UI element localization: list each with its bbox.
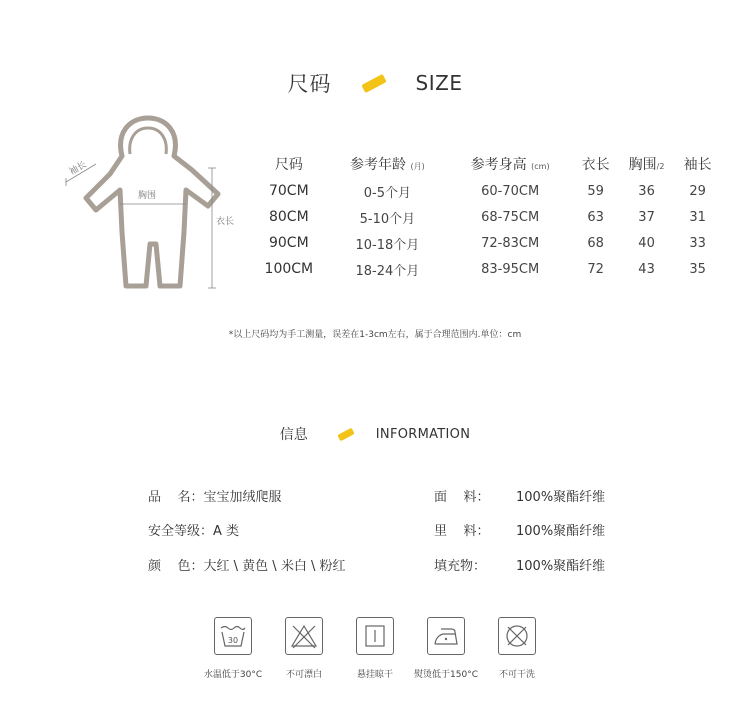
care-label: 水温低于30°C (203, 670, 263, 680)
cell-length: 68 (587, 235, 604, 251)
cell-sleeve: 31 (689, 209, 706, 225)
romper-outline (86, 118, 218, 286)
cell-chest: 40 (638, 235, 655, 251)
info-section-title (0, 424, 750, 444)
cell-height: 60-70CM (481, 183, 540, 199)
cell-length: 72 (587, 261, 604, 277)
table-row (250, 204, 720, 230)
cell-length: 63 (587, 209, 604, 225)
cell-chest: 43 (638, 261, 655, 277)
header-height: 参考身高 (cm) (470, 157, 550, 173)
care-label: 不可漂白 (285, 670, 322, 680)
size-table (250, 150, 720, 282)
table-row (250, 230, 720, 256)
no-bleach-icon (285, 617, 323, 655)
care-label: 悬挂晾干 (356, 670, 393, 680)
care-label: 不可干洗 (498, 670, 535, 680)
cell-age: 10-18个月 (355, 237, 420, 253)
cell-age: 0-5个月 (363, 185, 411, 201)
table-row (250, 256, 720, 282)
info-safety: 安全等级：A 类 (148, 524, 240, 539)
care-item-dryclean (477, 617, 557, 680)
cell-size: 90CM (268, 235, 309, 251)
cell-age: 18-24个月 (355, 263, 420, 279)
cell-size: 80CM (268, 209, 309, 225)
cell-height: 72-83CM (481, 235, 540, 251)
info-title-en: INFORMATION (375, 426, 471, 442)
sleeve-label: 袖长 (67, 159, 89, 178)
header-size: 尺码 (274, 157, 303, 173)
chest-label: 胸围 (138, 191, 157, 201)
header-sleeve: 袖长 (683, 157, 712, 173)
measurement-note: *以上尺码均为手工测量，误差在1-3cm左右，属于合理范围内.单位：cm (228, 330, 522, 340)
cell-sleeve: 35 (689, 261, 706, 277)
info-name: 品 名：宝宝加绒爬服 (148, 490, 282, 505)
care-label: 熨烫低于150°C (414, 670, 478, 680)
no-dry-clean-icon (498, 617, 536, 655)
info-title-zh: 信息 (279, 427, 308, 443)
hang-dry-icon (356, 617, 394, 655)
info-lining: 里 料： 100%聚酯纤维 (434, 524, 606, 539)
cell-chest: 37 (638, 209, 655, 225)
care-item-bleach (264, 617, 344, 680)
cell-height: 83-95CM (481, 261, 540, 277)
size-title-zh: 尺码 (287, 72, 332, 96)
info-color: 颜 色：大红 \ 黄色 \ 米白 \ 粉红 (148, 559, 346, 574)
size-table-header (250, 150, 720, 178)
wash-30-icon (214, 617, 252, 655)
iron-low-icon (427, 617, 465, 655)
header-age: 参考年龄 (月) (350, 157, 425, 173)
cell-size: 70CM (268, 183, 309, 199)
cell-sleeve: 33 (689, 235, 706, 251)
cell-height: 68-75CM (481, 209, 540, 225)
care-item-hang (335, 617, 415, 680)
size-section-title (0, 68, 750, 98)
romper-diagram (58, 112, 248, 298)
yellow-dash-icon (337, 427, 354, 441)
care-item-iron (406, 617, 486, 680)
cell-size: 100CM (264, 261, 314, 277)
info-fabric: 面 料： 100%聚酯纤维 (434, 490, 606, 505)
cell-sleeve: 29 (689, 183, 706, 199)
care-item-wash (193, 617, 273, 680)
table-row (250, 178, 720, 204)
size-title-en: SIZE (415, 71, 463, 95)
cell-length: 59 (587, 183, 604, 199)
length-label: 衣长 (216, 217, 235, 227)
header-length: 衣长 (581, 157, 610, 173)
info-filling: 填充物： 100%聚酯纤维 (434, 559, 606, 574)
cell-chest: 36 (638, 183, 655, 199)
svg-text:30: 30 (227, 636, 239, 645)
cell-age: 5-10个月 (359, 211, 416, 227)
header-chest: 胸围/2 (628, 157, 665, 173)
yellow-dash-icon (361, 73, 386, 92)
